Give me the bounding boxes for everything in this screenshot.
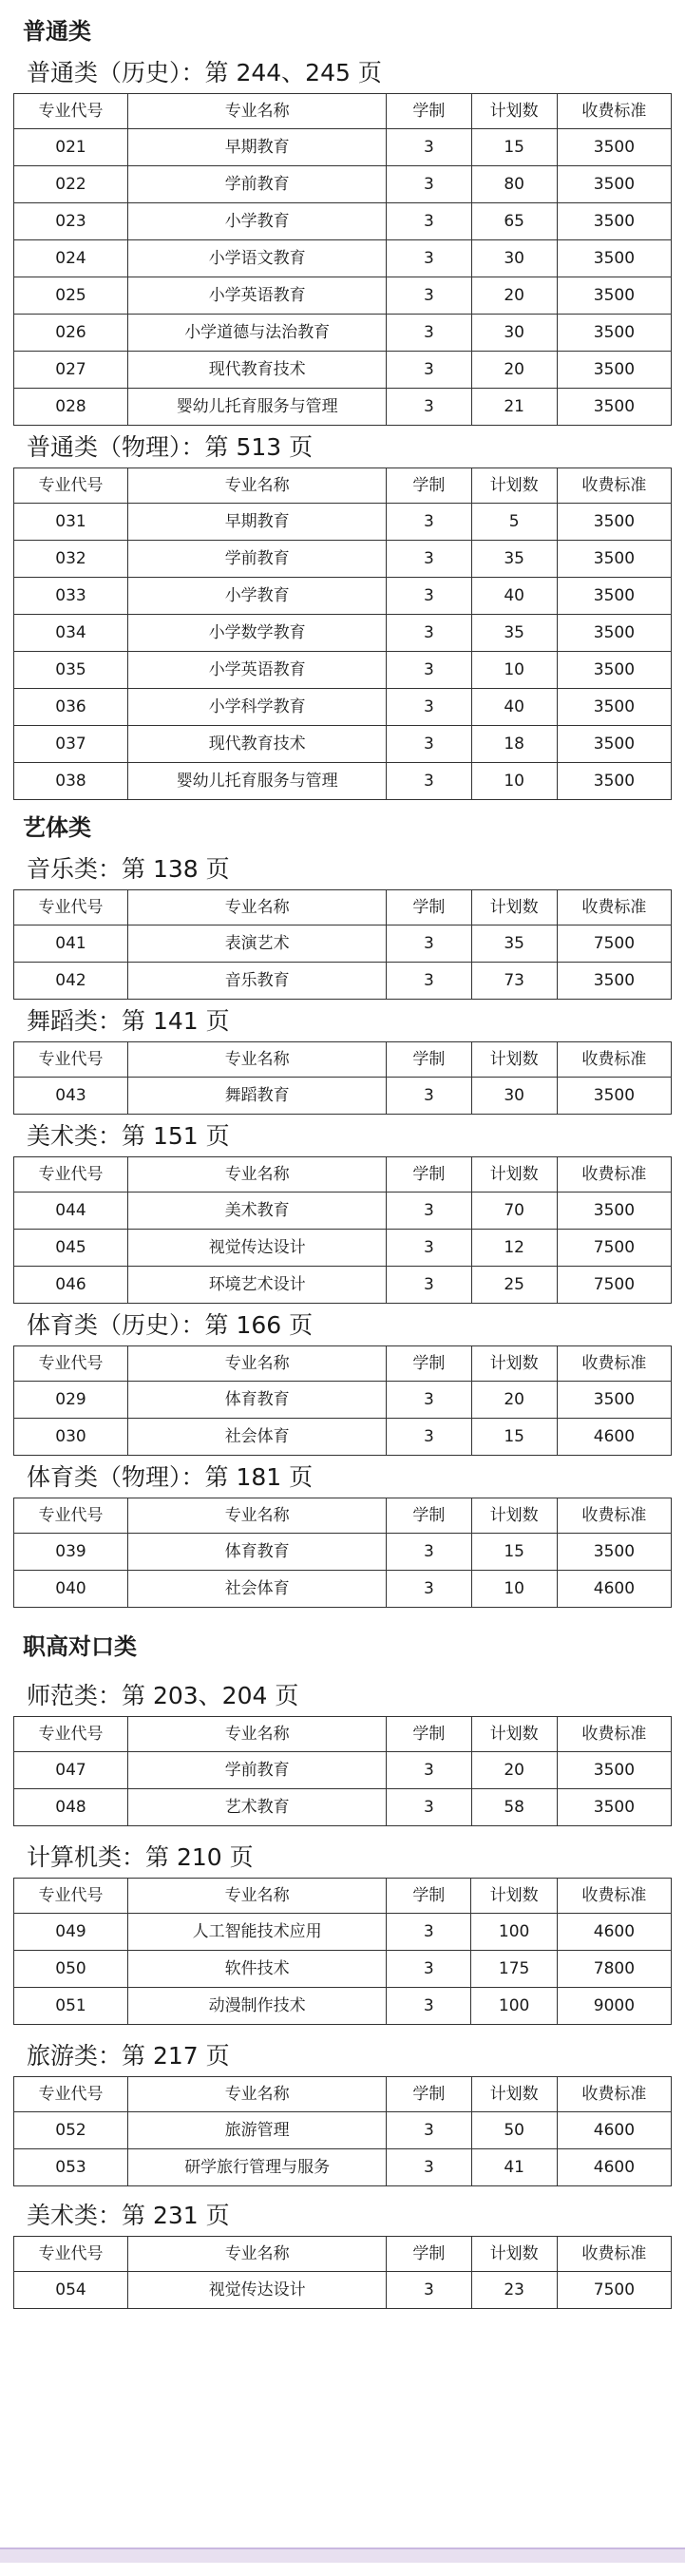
- table-cell: 社会体育: [128, 1419, 387, 1456]
- column-header: 学制: [387, 1346, 471, 1382]
- table-cell: 小学教育: [128, 578, 387, 615]
- table-cell: 21: [471, 389, 557, 426]
- major-table: [13, 1345, 672, 1456]
- table-cell: 41: [471, 2149, 557, 2186]
- table-row: [14, 1078, 672, 1115]
- table-cell: 小学道德与法治教育: [128, 315, 387, 352]
- table-cell: 047: [14, 1752, 128, 1789]
- table-cell: 3: [387, 129, 471, 166]
- table-row: [14, 578, 672, 615]
- table-cell: 033: [14, 578, 128, 615]
- table-cell: 050: [14, 1951, 128, 1988]
- table-cell: 3: [387, 1230, 471, 1267]
- column-header: 专业名称: [128, 1157, 387, 1193]
- column-header: 收费标准: [557, 94, 671, 129]
- table-cell: 学前教育: [128, 541, 387, 578]
- table-cell: 022: [14, 166, 128, 203]
- table-cell: 20: [471, 1752, 557, 1789]
- table-header-row: [14, 1346, 672, 1382]
- table-cell: 030: [14, 1419, 128, 1456]
- column-header: 专业名称: [128, 2237, 387, 2272]
- group-subtitle: 旅游类：第 217 页: [27, 2040, 675, 2072]
- table-cell: 40: [471, 578, 557, 615]
- table-cell: 3: [387, 1571, 471, 1608]
- table-cell: 30: [471, 240, 557, 277]
- table-cell: 现代教育技术: [128, 726, 387, 763]
- major-table: [13, 1041, 672, 1115]
- table-cell: 040: [14, 1571, 128, 1608]
- table-cell: 029: [14, 1382, 128, 1419]
- column-header: 收费标准: [557, 1042, 671, 1078]
- major-table: [13, 1156, 672, 1304]
- table-row: [14, 1534, 672, 1571]
- table-row: [14, 925, 672, 963]
- column-header: 计划数: [471, 1717, 557, 1752]
- table-cell: 80: [471, 166, 557, 203]
- table-row: [14, 1571, 672, 1608]
- table-cell: 表演艺术: [128, 925, 387, 963]
- table-cell: 35: [471, 615, 557, 652]
- table-row: [14, 2149, 672, 2186]
- table-cell: 031: [14, 504, 128, 541]
- table-cell: 032: [14, 541, 128, 578]
- column-header: 学制: [387, 1042, 471, 1078]
- table-cell: 175: [471, 1951, 557, 1988]
- document-page: [0, 13, 685, 2576]
- column-header: 学制: [387, 890, 471, 925]
- column-header: 计划数: [471, 1346, 557, 1382]
- column-header: 收费标准: [557, 468, 671, 504]
- table-cell: 3500: [557, 203, 671, 240]
- group-subtitle: 体育类（历史）：第 166 页: [27, 1309, 675, 1342]
- table-row: [14, 615, 672, 652]
- column-header: 专业代号: [14, 1717, 128, 1752]
- group-subtitle: 普通类（历史）：第 244、245 页: [27, 57, 675, 89]
- table-cell: 3500: [557, 1193, 671, 1230]
- column-header: 专业代号: [14, 2237, 128, 2272]
- table-cell: 小学英语教育: [128, 652, 387, 689]
- table-cell: 3: [387, 578, 471, 615]
- table-cell: 043: [14, 1078, 128, 1115]
- column-header: 专业名称: [128, 1346, 387, 1382]
- table-cell: 3500: [557, 578, 671, 615]
- table-cell: 044: [14, 1193, 128, 1230]
- table-row: [14, 129, 672, 166]
- major-table: [13, 2076, 672, 2186]
- table-cell: 小学数学教育: [128, 615, 387, 652]
- column-header: 专业代号: [14, 1157, 128, 1193]
- table-cell: 3: [387, 1752, 471, 1789]
- table-row: [14, 963, 672, 1000]
- table-cell: 4600: [557, 1419, 671, 1456]
- table-cell: 042: [14, 963, 128, 1000]
- group-subtitle: 舞蹈类：第 141 页: [27, 1005, 675, 1038]
- column-header: 学制: [387, 1498, 471, 1534]
- table-cell: 10: [471, 1571, 557, 1608]
- column-header: 计划数: [471, 94, 557, 129]
- table-cell: 024: [14, 240, 128, 277]
- table-cell: 9000: [557, 1988, 671, 2025]
- table-cell: 3: [387, 1267, 471, 1304]
- major-table: [13, 1878, 672, 2025]
- table-cell: 3: [387, 1534, 471, 1571]
- table-cell: 体育教育: [128, 1534, 387, 1571]
- table-row: [14, 1914, 672, 1951]
- table-cell: 7800: [557, 1951, 671, 1988]
- group-subtitle: 体育类（物理）：第 181 页: [27, 1461, 675, 1494]
- table-cell: 3: [387, 963, 471, 1000]
- table-cell: 7500: [557, 1267, 671, 1304]
- table-row: [14, 1419, 672, 1456]
- table-cell: 3: [387, 166, 471, 203]
- table-row: [14, 240, 672, 277]
- table-cell: 3500: [557, 1752, 671, 1789]
- column-header: 计划数: [471, 1157, 557, 1193]
- table-cell: 025: [14, 277, 128, 315]
- table-cell: 旅游管理: [128, 2112, 387, 2149]
- table-cell: 7500: [557, 1230, 671, 1267]
- table-cell: 12: [471, 1230, 557, 1267]
- column-header: 收费标准: [557, 2237, 671, 2272]
- column-header: 学制: [387, 1879, 471, 1914]
- group-subtitle: 计算机类：第 210 页: [27, 1841, 675, 1874]
- column-header: 学制: [387, 2077, 471, 2112]
- column-header: 学制: [387, 94, 471, 129]
- table-cell: 041: [14, 925, 128, 963]
- table-cell: 7500: [557, 925, 671, 963]
- column-header: 专业名称: [128, 2077, 387, 2112]
- table-row: [14, 277, 672, 315]
- table-cell: 3: [387, 1914, 471, 1951]
- column-header: 专业代号: [14, 1042, 128, 1078]
- column-header: 专业代号: [14, 1498, 128, 1534]
- column-header: 专业名称: [128, 1879, 387, 1914]
- table-cell: 3: [387, 1988, 471, 2025]
- column-header: 计划数: [471, 2237, 557, 2272]
- table-cell: 3: [387, 1789, 471, 1826]
- table-cell: 027: [14, 352, 128, 389]
- table-row: [14, 389, 672, 426]
- column-header: 专业名称: [128, 468, 387, 504]
- table-cell: 4600: [557, 2149, 671, 2186]
- table-cell: 5: [471, 504, 557, 541]
- table-cell: 视觉传达设计: [128, 2272, 387, 2309]
- table-cell: 3: [387, 726, 471, 763]
- column-header: 收费标准: [557, 1157, 671, 1193]
- bottom-bar: [0, 2547, 685, 2563]
- table-cell: 039: [14, 1534, 128, 1571]
- table-cell: 舞蹈教育: [128, 1078, 387, 1115]
- group-subtitle: 师范类：第 203、204 页: [27, 1680, 675, 1712]
- table-cell: 音乐教育: [128, 963, 387, 1000]
- table-row: [14, 352, 672, 389]
- major-table: [13, 1716, 672, 1826]
- column-header: 专业代号: [14, 2077, 128, 2112]
- table-cell: 4600: [557, 1571, 671, 1608]
- table-cell: 3500: [557, 315, 671, 352]
- table-cell: 3500: [557, 166, 671, 203]
- table-row: [14, 504, 672, 541]
- table-header-row: [14, 2237, 672, 2272]
- table-cell: 3: [387, 389, 471, 426]
- table-cell: 3: [387, 2112, 471, 2149]
- table-row: [14, 652, 672, 689]
- table-cell: 7500: [557, 2272, 671, 2309]
- table-cell: 100: [471, 1914, 557, 1951]
- table-cell: 3: [387, 240, 471, 277]
- table-cell: 小学英语教育: [128, 277, 387, 315]
- table-cell: 046: [14, 1267, 128, 1304]
- table-header-row: [14, 1157, 672, 1193]
- table-cell: 18: [471, 726, 557, 763]
- group-subtitle: 普通类（物理）：第 513 页: [27, 431, 675, 464]
- table-cell: 65: [471, 203, 557, 240]
- table-row: [14, 2272, 672, 2309]
- table-cell: 3: [387, 2149, 471, 2186]
- column-header: 学制: [387, 2237, 471, 2272]
- table-row: [14, 1752, 672, 1789]
- table-cell: 3500: [557, 689, 671, 726]
- table-cell: 3: [387, 315, 471, 352]
- column-header: 学制: [387, 1717, 471, 1752]
- column-header: 专业名称: [128, 94, 387, 129]
- table-cell: 3500: [557, 1382, 671, 1419]
- table-cell: 23: [471, 2272, 557, 2309]
- table-row: [14, 541, 672, 578]
- table-cell: 73: [471, 963, 557, 1000]
- table-header-row: [14, 2077, 672, 2112]
- column-header: 收费标准: [557, 2077, 671, 2112]
- table-cell: 3500: [557, 763, 671, 800]
- table-cell: 3: [387, 689, 471, 726]
- group-subtitle: 美术类：第 231 页: [27, 2200, 675, 2232]
- table-cell: 美术教育: [128, 1193, 387, 1230]
- table-header-row: [14, 1879, 672, 1914]
- table-cell: 10: [471, 763, 557, 800]
- table-cell: 100: [471, 1988, 557, 2025]
- table-cell: 4600: [557, 2112, 671, 2149]
- table-cell: 环境艺术设计: [128, 1267, 387, 1304]
- table-cell: 028: [14, 389, 128, 426]
- table-cell: 026: [14, 315, 128, 352]
- table-cell: 视觉传达设计: [128, 1230, 387, 1267]
- table-cell: 学前教育: [128, 166, 387, 203]
- table-cell: 3500: [557, 277, 671, 315]
- column-header: 专业名称: [128, 890, 387, 925]
- group-subtitle: 美术类：第 151 页: [27, 1120, 675, 1153]
- column-header: 计划数: [471, 2077, 557, 2112]
- table-cell: 3: [387, 1382, 471, 1419]
- column-header: 学制: [387, 1157, 471, 1193]
- table-cell: 3: [387, 352, 471, 389]
- table-cell: 048: [14, 1789, 128, 1826]
- table-cell: 早期教育: [128, 129, 387, 166]
- column-header: 收费标准: [557, 890, 671, 925]
- table-cell: 10: [471, 652, 557, 689]
- table-cell: 艺术教育: [128, 1789, 387, 1826]
- table-cell: 小学教育: [128, 203, 387, 240]
- table-cell: 3500: [557, 389, 671, 426]
- category-title: 艺体类: [23, 810, 675, 846]
- table-cell: 25: [471, 1267, 557, 1304]
- table-cell: 3: [387, 277, 471, 315]
- table-cell: 学前教育: [128, 1752, 387, 1789]
- table-cell: 人工智能技术应用: [128, 1914, 387, 1951]
- table-cell: 3: [387, 1193, 471, 1230]
- major-table: [13, 889, 672, 1000]
- table-row: [14, 1988, 672, 2025]
- table-header-row: [14, 1717, 672, 1752]
- table-cell: 研学旅行管理与服务: [128, 2149, 387, 2186]
- table-cell: 3500: [557, 1078, 671, 1115]
- table-row: [14, 203, 672, 240]
- column-header: 收费标准: [557, 1346, 671, 1382]
- table-cell: 3: [387, 925, 471, 963]
- table-cell: 049: [14, 1914, 128, 1951]
- column-header: 收费标准: [557, 1498, 671, 1534]
- table-cell: 3500: [557, 963, 671, 1000]
- table-cell: 婴幼儿托育服务与管理: [128, 389, 387, 426]
- table-cell: 3: [387, 1419, 471, 1456]
- table-row: [14, 166, 672, 203]
- table-row: [14, 1193, 672, 1230]
- table-row: [14, 1230, 672, 1267]
- column-header: 专业名称: [128, 1042, 387, 1078]
- table-cell: 3500: [557, 1789, 671, 1826]
- table-cell: 体育教育: [128, 1382, 387, 1419]
- table-row: [14, 1382, 672, 1419]
- table-cell: 3500: [557, 1534, 671, 1571]
- category-title: 普通类: [23, 13, 675, 49]
- table-cell: 婴幼儿托育服务与管理: [128, 763, 387, 800]
- major-table: [13, 93, 672, 426]
- table-row: [14, 763, 672, 800]
- table-cell: 社会体育: [128, 1571, 387, 1608]
- table-row: [14, 1267, 672, 1304]
- column-header: 专业名称: [128, 1498, 387, 1534]
- table-cell: 053: [14, 2149, 128, 2186]
- table-cell: 3500: [557, 352, 671, 389]
- column-header: 收费标准: [557, 1717, 671, 1752]
- table-row: [14, 1951, 672, 1988]
- table-header-row: [14, 468, 672, 504]
- table-cell: 15: [471, 1534, 557, 1571]
- table-cell: 15: [471, 1419, 557, 1456]
- table-header-row: [14, 890, 672, 925]
- table-row: [14, 2112, 672, 2149]
- major-table: [13, 467, 672, 800]
- table-header-row: [14, 1042, 672, 1078]
- table-cell: 3500: [557, 240, 671, 277]
- table-cell: 小学科学教育: [128, 689, 387, 726]
- table-cell: 037: [14, 726, 128, 763]
- table-cell: 021: [14, 129, 128, 166]
- table-cell: 3500: [557, 504, 671, 541]
- column-header: 学制: [387, 468, 471, 504]
- table-cell: 3500: [557, 726, 671, 763]
- column-header: 计划数: [471, 1042, 557, 1078]
- table-header-row: [14, 1498, 672, 1534]
- table-row: [14, 315, 672, 352]
- column-header: 计划数: [471, 1879, 557, 1914]
- table-cell: 3: [387, 615, 471, 652]
- table-cell: 70: [471, 1193, 557, 1230]
- table-cell: 20: [471, 352, 557, 389]
- table-cell: 3: [387, 541, 471, 578]
- table-cell: 3500: [557, 652, 671, 689]
- table-cell: 35: [471, 541, 557, 578]
- table-cell: 30: [471, 315, 557, 352]
- table-cell: 35: [471, 925, 557, 963]
- table-cell: 15: [471, 129, 557, 166]
- table-cell: 3500: [557, 541, 671, 578]
- table-row: [14, 1789, 672, 1826]
- table-cell: 054: [14, 2272, 128, 2309]
- table-cell: 20: [471, 277, 557, 315]
- table-row: [14, 726, 672, 763]
- table-row: [14, 689, 672, 726]
- table-cell: 3: [387, 2272, 471, 2309]
- table-cell: 035: [14, 652, 128, 689]
- major-table: [13, 1498, 672, 1608]
- column-header: 专业代号: [14, 468, 128, 504]
- table-cell: 软件技术: [128, 1951, 387, 1988]
- table-cell: 3: [387, 504, 471, 541]
- table-cell: 3: [387, 203, 471, 240]
- table-cell: 052: [14, 2112, 128, 2149]
- column-header: 计划数: [471, 890, 557, 925]
- table-cell: 3: [387, 652, 471, 689]
- table-cell: 3500: [557, 129, 671, 166]
- group-subtitle: 音乐类：第 138 页: [27, 853, 675, 886]
- table-cell: 034: [14, 615, 128, 652]
- table-cell: 3: [387, 763, 471, 800]
- table-cell: 4600: [557, 1914, 671, 1951]
- table-cell: 038: [14, 763, 128, 800]
- table-cell: 20: [471, 1382, 557, 1419]
- major-table: [13, 2236, 672, 2309]
- table-cell: 58: [471, 1789, 557, 1826]
- table-cell: 045: [14, 1230, 128, 1267]
- table-cell: 早期教育: [128, 504, 387, 541]
- column-header: 专业名称: [128, 1717, 387, 1752]
- column-header: 计划数: [471, 468, 557, 504]
- table-header-row: [14, 94, 672, 129]
- table-cell: 小学语文教育: [128, 240, 387, 277]
- column-header: 专业代号: [14, 1879, 128, 1914]
- column-header: 收费标准: [557, 1879, 671, 1914]
- table-cell: 3500: [557, 615, 671, 652]
- table-cell: 现代教育技术: [128, 352, 387, 389]
- table-cell: 051: [14, 1988, 128, 2025]
- table-cell: 动漫制作技术: [128, 1988, 387, 2025]
- table-cell: 023: [14, 203, 128, 240]
- column-header: 专业代号: [14, 1346, 128, 1382]
- column-header: 专业代号: [14, 94, 128, 129]
- table-cell: 50: [471, 2112, 557, 2149]
- table-cell: 3: [387, 1078, 471, 1115]
- column-header: 专业代号: [14, 890, 128, 925]
- table-cell: 40: [471, 689, 557, 726]
- table-cell: 30: [471, 1078, 557, 1115]
- column-header: 计划数: [471, 1498, 557, 1534]
- table-cell: 3: [387, 1951, 471, 1988]
- table-cell: 036: [14, 689, 128, 726]
- category-title: 职高对口类: [23, 1629, 675, 1665]
